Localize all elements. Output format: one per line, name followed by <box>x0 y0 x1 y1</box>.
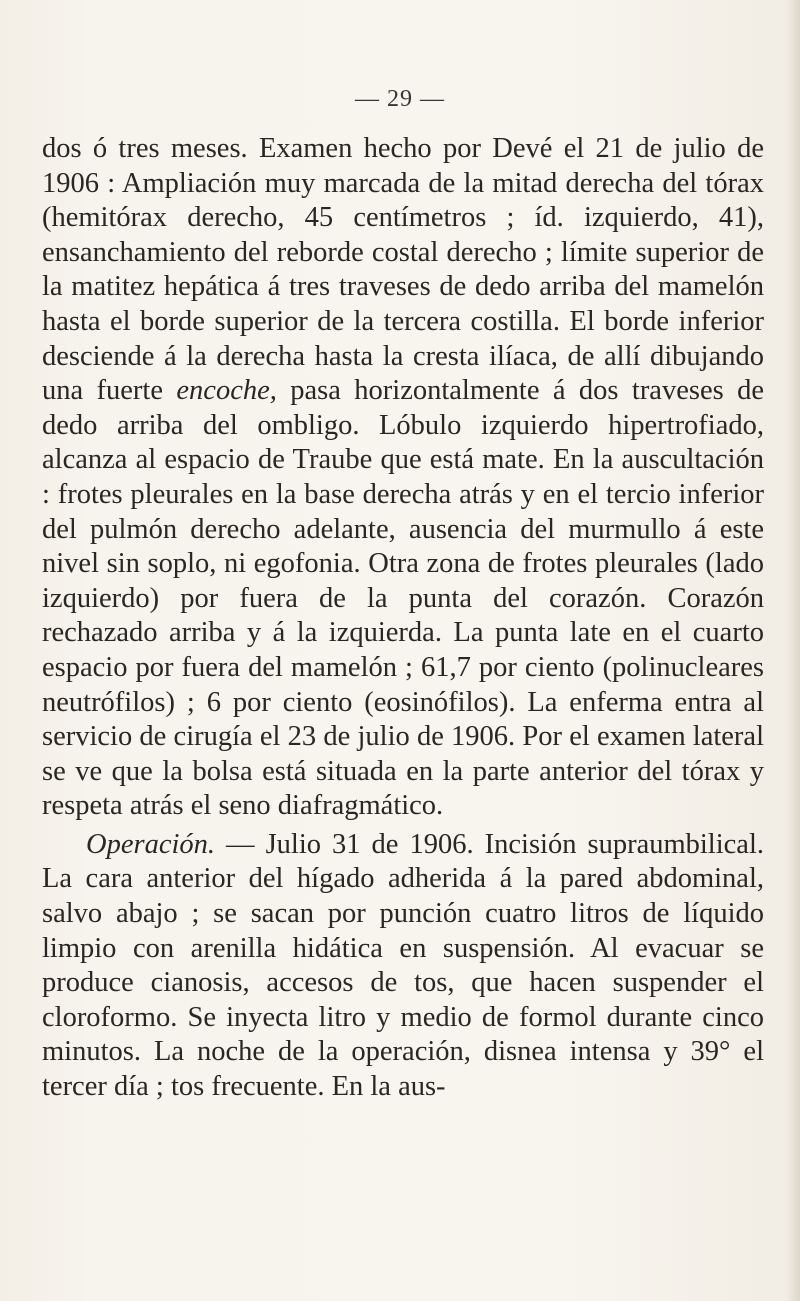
paragraph-exam-italic: encoche, <box>176 375 277 407</box>
paragraph-operation <box>42 828 764 1105</box>
paragraph-exam-text-b: pasa horizontalmente á dos traveses de dedo arriba del ombligo. Lóbulo izquierdo hipertrofiado, alcanza al espacio de Traube que está mate. En la auscultación : frotes pleurales en la base derecha atrás y en el tercio inferior del pulmón derecho adelante, ausencia del murmullo á este nivel sin soplo, ni egofonia. Otra zona de frotes pleurales (lado izquierdo) por fuera de la punta del corazón. Corazón rechazado arriba y á la izquierda. La punta late en el cuarto espacio por fuera del mamelón ; 61,7 por ciento (polinucleares neutrófilos) ; 6 por ciento (eosinófilos). La enferma entra al servicio de cirugía el 23 de julio de 1906. Por el examen lateral se ve que la bolsa está situada en la parte anterior del tórax y respeta atrás el seno diafragmático. <box>42 375 764 822</box>
operation-text: — Julio 31 de 1906. Incisión supraumbilical. La cara anterior del hígado adherida á la pared abdominal, salvo abajo ; se sacan por punción cuatro litros de líquido limpio con arenilla hidática en suspensión. Al evacuar se produce cianosis, accesos de tos, que hacen suspender el cloroformo. Se inyecta litro y medio de formol durante cinco minutos. La noche de la operación, disnea intensa y 39° el tercer día ; tos frecuente. En la aus- <box>42 828 764 1103</box>
operation-heading: Operación. <box>86 828 216 860</box>
paragraph-exam-text-a: dos ó tres meses. Examen hecho por Devé el 21 de julio de 1906 : Ampliación muy marcada de la mitad derecha del tórax (hemitórax derecho, 45 centímetros ; íd. izquierdo, 41), ensanchamiento del reborde costal derecho ; límite superior de la matitez hepática á tres traveses de dedo arriba del mamelón hasta el borde superior de la tercera costilla. El borde inferior desciende á la derecha hasta la cresta ilíaca, de allí dibujando una fuerte <box>42 133 764 407</box>
paragraph-exam <box>42 132 764 824</box>
body-text <box>42 132 764 1105</box>
page-number: — 29 — <box>355 86 445 112</box>
page-edge-shadow <box>786 0 800 1301</box>
